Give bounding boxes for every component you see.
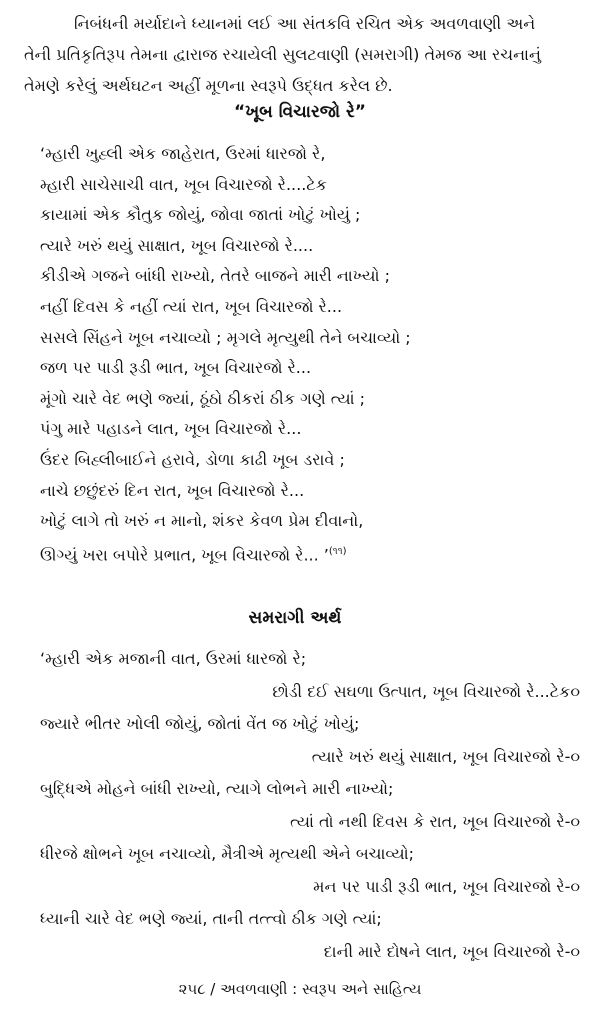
poem-line: નહીં દિવસ કે નહીં ત્યાં રાત, ખૂબ વિચારજો રે... (40, 296, 343, 316)
meaning-line: ત્યારે ખરું થયું સાક્ષાત, ખૂબ વિચારજો રે-૦ (311, 746, 580, 766)
intro-paragraph (24, 8, 584, 101)
poem-line: કાયામાં એક કૌતુક જોયું, જોવા જાતાં ખોટું ખોયું ; (40, 205, 361, 225)
poem-line: ખોટું લાગે તો ખરું ન માનો, શંકર કેવળ પ્રેમ દીવાનો, (40, 511, 364, 531)
poem-line: ત્યારે ખરું થયું સાક્ષાત, ખૂબ વિચારજો રે.... (40, 235, 314, 255)
footnote-mark: (૧૧) (328, 545, 347, 557)
meaning-stanza (40, 643, 590, 968)
poem-last-line (40, 537, 590, 568)
poem-line-text: ઊગ્યું ખરા બપોરે પ્રભાત, ખૂબ વિચારજો રે... ’ (40, 545, 329, 565)
poem-line: સસલે સિંહને ખૂબ નચાવ્યો ; મૃગલે મૃત્યુથી તેને બચાવ્યો ; (40, 327, 411, 347)
meaning-line: ‘મ્હારી એક મજાની વાત, ઉરમાં ધારજો રે; (40, 649, 307, 668)
poem-line: ‘મ્હારી ખુહ્લી એક જાહેરાત, ઉરમાં ધારજો રે, (40, 144, 326, 163)
poem-line: કીડીએ ગજને બાંધી રાખ્યો, તેતરે બાજને મારી નાખ્યો ; (40, 266, 390, 286)
meaning-line: ત્યાં તો નથી દિવસ કે રાત, ખૂબ વિચારજો રે-૦ (290, 811, 580, 831)
poem-line: નાચે છછુંદરું દિન રાત, ખૂબ વિચારજો રે... (40, 480, 305, 500)
meaning-line: ધ્યાની ચારે વેદ ભણે જ્યાં, તાની તત્ત્વો ઠીક ગણે ત્યાં; (40, 909, 382, 928)
poem-line: જળ પર પાડી રૂડી ભાત, ખૂબ વિચારજો રે... (40, 358, 312, 378)
meaning-line: મન પર પાડી રૂડી ભાત, ખૂબ વિચારજો રે-૦ (313, 876, 580, 896)
intro-line: તેની પ્રતિકૃતિરૂપ તેમના દ્વારાજ રચાયેલી સુલટવાણી (સમરાગી) તેમજ આ રચનાનું (24, 45, 541, 64)
meaning-line: જ્યારે ભીતર ખોલી જોયું, જોતાં વેંત જ ખોટું ખોયું; (40, 714, 360, 733)
poem-line: મ્હારી સાચેસાચી વાત, ખૂબ વિચારજો રે....ટેક (40, 174, 327, 194)
meaning-line: બુદ્ધિએ મોહને બાંધી રાખ્યો, ત્યાગે લોભને મારી નાખ્યો; (40, 779, 394, 798)
page-footer: ૨૫૮ / અવળવાણી : સ્વરૂપ અને સાહિત્ય (178, 980, 422, 998)
intro-line: તેમણે કરેલું અર્થઘટન અહીં મૂળના સ્વરૂપે ઉદ્ધત કરેલ છે. (24, 76, 393, 95)
poem-stanza (40, 139, 590, 567)
meaning-title: સમરાગી અર્થ (248, 608, 342, 628)
poem-line: મૂંગો ચારે વેદ ભણે જ્યાં, ઠૂંઠો ઠીકરાં ઠીક ગણે ત્યાં ; (40, 388, 365, 408)
poem-title: “ખૂબ વિચારજો રે” (234, 102, 366, 122)
meaning-line: દાની મારે દોષને લાત, ખૂબ વિચારજો રે-૦ (323, 941, 580, 961)
poem-line: ઉંદર બિહ્લીબાઈને હરાવે, ડોળા કાઢી ખૂબ ડરાવે ; (40, 449, 345, 469)
meaning-line: છોડી દઈ સઘળા ઉત્પાત, ખૂબ વિચારજો રે...ટેક૦ (272, 681, 580, 701)
intro-line: નિબંધની મર્યાદાને ધ્યાનમાં લઈ આ સંતકવિ રચિત એક અવળવાણી અને (74, 14, 536, 33)
meaning-line: ધીરજે ક્ષોભને ખૂબ નચાવ્યો, મૈત્રીએ મૃત્યથી એને બચાવ્યો; (40, 844, 415, 863)
poem-line: પંગુ મારે પહાડને લાત, ખૂબ વિચારજો રે... (40, 419, 302, 439)
